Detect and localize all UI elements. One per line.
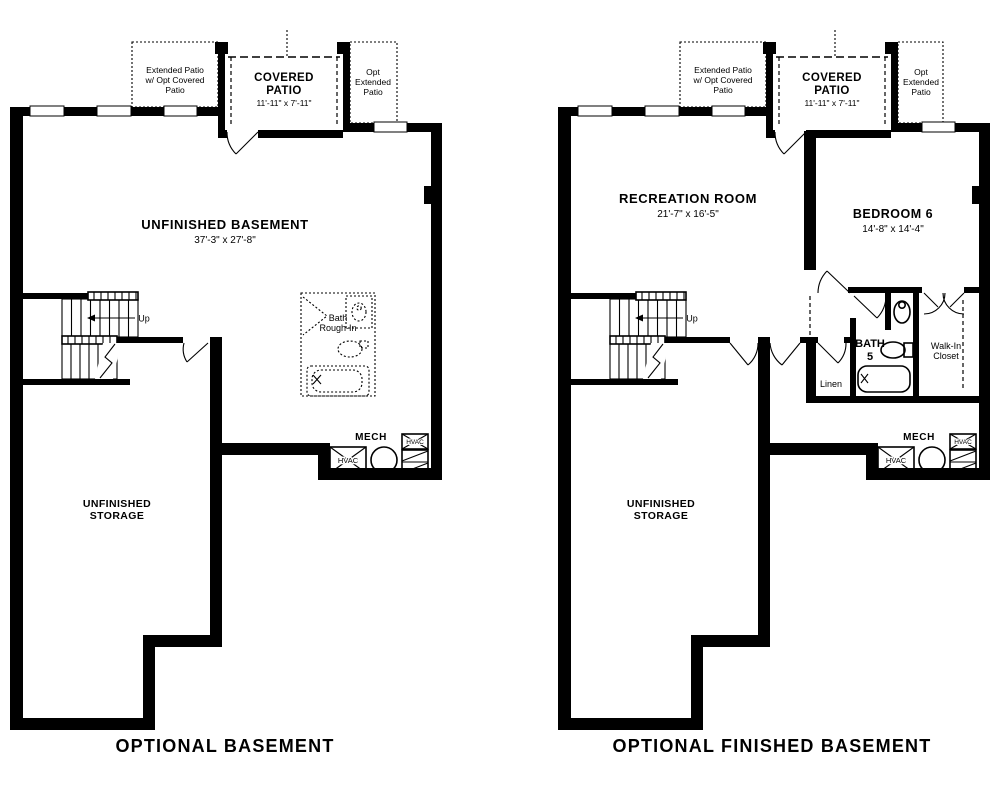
mech-label: MECH: [903, 432, 935, 443]
svg-text:STORAGE: STORAGE: [89, 510, 145, 522]
room-dims-unfinished-basement: 37'-3" x 27'-8": [194, 235, 256, 246]
svg-text:Patio: Patio: [911, 87, 931, 97]
exterior-walls: [10, 107, 442, 730]
stair-landing-edge: [636, 292, 686, 300]
patio-door-swing: [775, 132, 806, 154]
extended-patio-label: Extended Patio: [146, 65, 204, 75]
stairs-up-arrow: [87, 315, 135, 322]
window: [922, 122, 955, 132]
svg-text:Closet: Closet: [933, 351, 959, 361]
bath-rough-in: [301, 293, 375, 396]
storage-door-swing: [183, 343, 208, 362]
room-label-walk-in-closet: Walk-In: [930, 341, 962, 351]
svg-text:Patio: Patio: [363, 87, 383, 97]
bathtub: [858, 366, 910, 392]
svg-text:Patio: Patio: [165, 85, 185, 95]
patio-door-swing: [227, 132, 258, 154]
room-dims-recreation-room: 21'-7" x 16'-5": [657, 209, 719, 220]
covered-patio-label: COVERED: [254, 72, 314, 84]
window: [97, 106, 131, 116]
room-label-unfinished-storage: UNFINISHED: [626, 498, 696, 510]
covered-patio-label: COVERED: [802, 72, 862, 84]
covered-patio-dims: 11'-11" x 7'-11": [256, 98, 312, 108]
hvac-label: HVAC: [885, 456, 907, 465]
closet-double-door-swing: [924, 293, 964, 314]
plan-caption-optional-basement: OPTIONAL BASEMENT: [115, 736, 335, 756]
window: [374, 122, 407, 132]
room-label-unfinished-basement: UNFINISHED BASEMENT: [141, 217, 309, 232]
stairs-up-label: Up: [686, 313, 698, 324]
svg-text:Extended: Extended: [903, 77, 939, 87]
svg-text:5: 5: [866, 351, 874, 363]
room-label-bedroom-6: BEDROOM 6: [852, 207, 934, 221]
window: [164, 106, 197, 116]
room-label-bath-5: BATH: [855, 338, 885, 350]
room-label-linen: Linen: [819, 379, 843, 389]
bath-rough-in-label: Bath: [328, 313, 348, 323]
hvac-label-2: HVAC: [406, 439, 424, 446]
covered-patio-dims: 11'-11" x 7'-11": [804, 98, 860, 108]
double-door-right-swing: [770, 343, 800, 365]
hvac-label-2: HVAC: [954, 439, 972, 446]
svg-text:w/ Opt Covered: w/ Opt Covered: [145, 75, 205, 85]
staircase: [610, 292, 698, 379]
opt-extended-patio-label: Opt: [914, 67, 928, 77]
stair-landing-edge: [88, 292, 138, 300]
room-dims-bedroom-6: 14'-8" x 14'-4": [862, 224, 924, 235]
bedroom-door-swing: [818, 271, 850, 293]
svg-text:PATIO: PATIO: [266, 85, 302, 97]
svg-text:Extended: Extended: [355, 77, 391, 87]
stairs-up-arrow: [635, 315, 683, 322]
extended-patio-label: Extended Patio: [694, 65, 752, 75]
room-label-unfinished-storage: UNFINISHED: [82, 498, 152, 510]
double-door-left-swing: [730, 343, 758, 365]
opt-extended-patio-label: Opt: [366, 67, 380, 77]
svg-text:w/ Opt Covered: w/ Opt Covered: [693, 75, 753, 85]
window: [30, 106, 64, 116]
window: [712, 106, 745, 116]
bath-door-swing: [854, 296, 886, 318]
mech-area: [330, 432, 428, 474]
plan-optional-basement: [10, 30, 442, 756]
staircase: [62, 292, 150, 379]
stairs-up-label: Up: [138, 313, 150, 324]
tub-faucet: [861, 374, 868, 383]
hvac-label: HVAC: [337, 456, 359, 465]
plan-optional-finished-basement: [558, 30, 990, 756]
toilet: [894, 301, 910, 323]
room-label-recreation-room: RECREATION ROOM: [618, 191, 758, 206]
sink-rough-in: [338, 341, 362, 357]
linen-door-swing: [818, 343, 846, 363]
mech-label: MECH: [355, 432, 387, 443]
svg-text:STORAGE: STORAGE: [633, 510, 689, 522]
svg-text:Patio: Patio: [713, 85, 733, 95]
svg-text:Rough-In: Rough-In: [319, 323, 357, 333]
window: [578, 106, 612, 116]
mech-area: [878, 432, 976, 474]
recroom-bedroom-divider: [804, 131, 816, 270]
window: [645, 106, 679, 116]
plan-caption-optional-finished-basement: OPTIONAL FINISHED BASEMENT: [612, 736, 932, 756]
interior-walls: [10, 293, 442, 647]
svg-text:PATIO: PATIO: [814, 85, 850, 97]
